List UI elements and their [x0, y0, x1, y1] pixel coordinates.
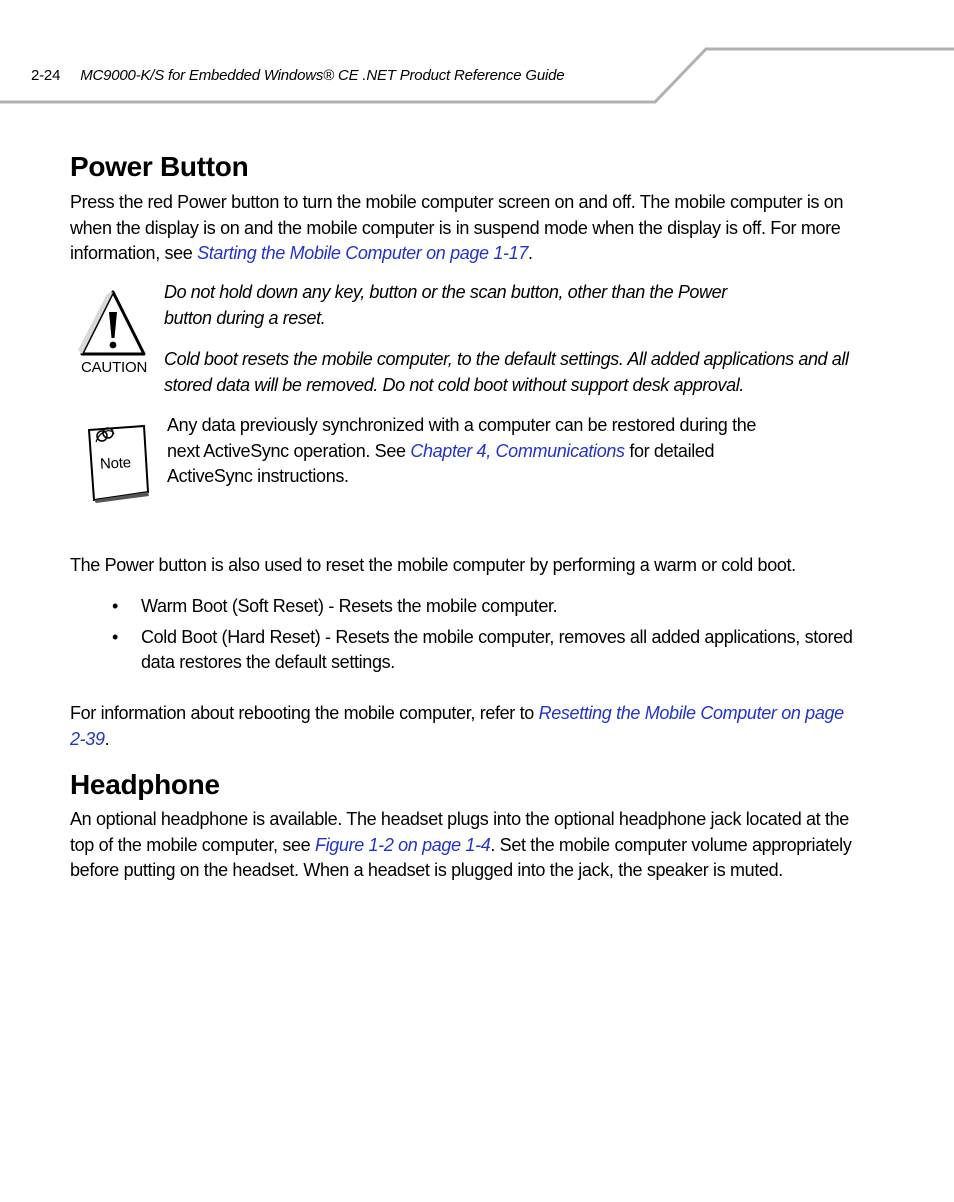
starting-link[interactable]: Starting the Mobile Computer on page 1-17 [197, 243, 528, 263]
caution-text-cold-boot: Cold boot resets the mobile computer, to the default settings. All added applications and all stored data will be removed. Do not cold boot without support desk approval. [164, 349, 849, 395]
page-number: 2-24 [31, 67, 61, 84]
reboot-paragraph [70, 701, 860, 752]
bullet-text: Cold Boot (Hard Reset) - Resets the mobile computer, removes all added applications, stored data restores the default settings. [141, 626, 853, 672]
page-header [31, 66, 564, 86]
communications-link[interactable]: Chapter 4, Communications [410, 440, 625, 461]
bullet-text: Warm Boot (Soft Reset) - Resets the mobile computer. [141, 596, 558, 616]
note-label: Note [99, 454, 132, 473]
reset-intro: The Power button is also used to reset the mobile computer by performing a warm or cold boot. [70, 555, 796, 575]
header-rule [0, 0, 954, 110]
power-button-intro [70, 190, 860, 267]
headphone-text-start: An optional headphone is available. The headset plugs into the optional headphone jack located at the top of the mobile computer, see [70, 809, 849, 855]
bullet-icon: • [112, 626, 118, 647]
reboot-text: For information about rebooting the mobile computer, refer to [70, 703, 539, 723]
note-text-start: Any data previously synchronized with a computer can be restored during the next ActiveSync operation. See [167, 415, 757, 461]
note-text-end: for detailed ActiveSync instructions. [167, 440, 715, 486]
bullet-icon: • [112, 596, 118, 616]
headphone-text-end: . Set the mobile computer volume appropriately before putting on the headset. When a headset is plugged into the jack, the speaker is muted. [70, 834, 852, 880]
figure-link[interactable]: Figure 1-2 on page 1-4 [314, 834, 491, 855]
guide-title: MC9000-K/S for Embedded Windows® CE .NET Product Reference Guide [80, 67, 565, 84]
headphone-heading: Headphone [70, 769, 220, 800]
reset-bullet-list [70, 594, 860, 681]
note-text [167, 413, 767, 490]
list-item [70, 625, 860, 676]
power-button-heading: Power Button [70, 151, 249, 182]
headphone-paragraph [70, 807, 860, 884]
resetting-link[interactable]: Resetting the Mobile Computer on page 2-39 [70, 703, 844, 749]
reboot-end: . [104, 728, 110, 749]
intro-text: Press the red Power button to turn the mobile computer screen on and off. The mobile computer is on when the display is on and the mobile computer is in suspend mode when the display is off. For more information, see [70, 192, 844, 263]
list-item [70, 594, 860, 620]
caution-text-reset: Do not hold down any key, button or the scan button, other than the Power button during a reset. [164, 282, 727, 328]
intro-end: . [527, 243, 533, 263]
caution-label: CAUTION [81, 359, 148, 376]
